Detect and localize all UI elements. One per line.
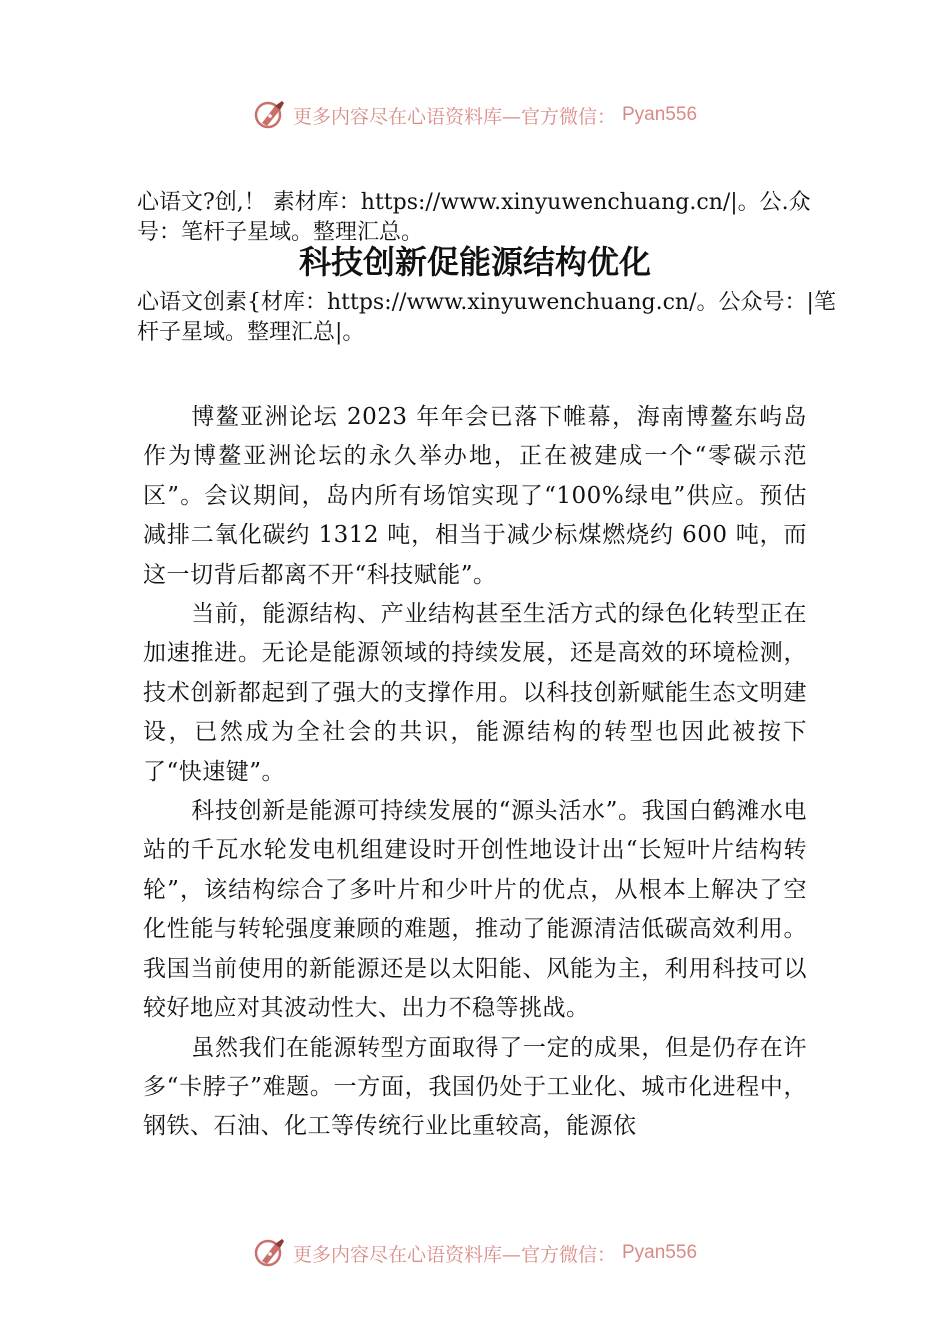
page-title: 科技创新促能源结构优化 — [298, 243, 651, 281]
banner-text: 更多内容尽在心语资料库—官方微信： — [292, 105, 616, 128]
banner-wechat-id: Pyan556 — [622, 104, 698, 125]
article-body — [143, 398, 807, 1147]
banner-text: 更多内容尽在心语资料库—官方微信： — [292, 1243, 616, 1266]
header-banner — [0, 95, 950, 135]
pen-nib-logo-icon — [253, 98, 287, 132]
paragraph-4: 虽然我们在能源转型方面取得了一定的成果，但是仍存在许多“卡脖子”难题。一方面，我国仍处于工业化、城市化进程中，钢铁、石油、化工等传统行业比重较高，能源依 — [143, 1034, 807, 1140]
paragraph-2: 当前，能源结构、产业结构甚至生活方式的绿色化转型正在加速推进。无论是能源领域的持续发展，还是高效的环境检测，技术创新都起到了强大的支撑作用。以科技创新赋能生态文明建设，已然成为全社会的共识，能源结构的转型也因此被按下了“快速键”。 — [143, 601, 807, 785]
paragraph-1: 博鳌亚洲论坛 2023 年年会已落下帷幕，海南博鳌东屿岛作为博鳌亚洲论坛的永久举办地，正在被建成一个“零碳示范区”。会议期间，岛内所有场馆实现了“100%绿电”供应。预估减排二氧化碳约 1312 吨，相当于减少标煤燃烧约 600 吨，而这一切背后都离不开“科技赋能”。 — [143, 404, 807, 588]
footer-banner — [0, 1233, 950, 1273]
pen-nib-logo-icon — [253, 1236, 287, 1270]
paragraph-3: 科技创新是能源可持续发展的“源头活水”。我国白鹤滩水电站的千瓦水轮发电机组建设时开创性地设计出“长短叶片结构转轮”，该结构综合了多叶片和少叶片的优点，从根本上解决了空化性能与转轮强度兼顾的难题，推动了能源清洁低碳高效利用。我国当前使用的新能源还是以太阳能、风能为主，利用科技可以较好地应对其波动性大、出力不稳等挑战。 — [143, 798, 807, 1022]
source-line-1: 心语文?创,！ 素材库：https://www.xinyuwenchuang.cn/|。公.众号：笔杆子星域。整理汇总。 — [137, 190, 811, 245]
banner-wechat-id: Pyan556 — [622, 1242, 698, 1263]
source-line-2: 心语文创素{材库：https://www.xinyuwenchuang.cn/。公众号：|笔杆子星域。整理汇总|。 — [137, 290, 836, 345]
